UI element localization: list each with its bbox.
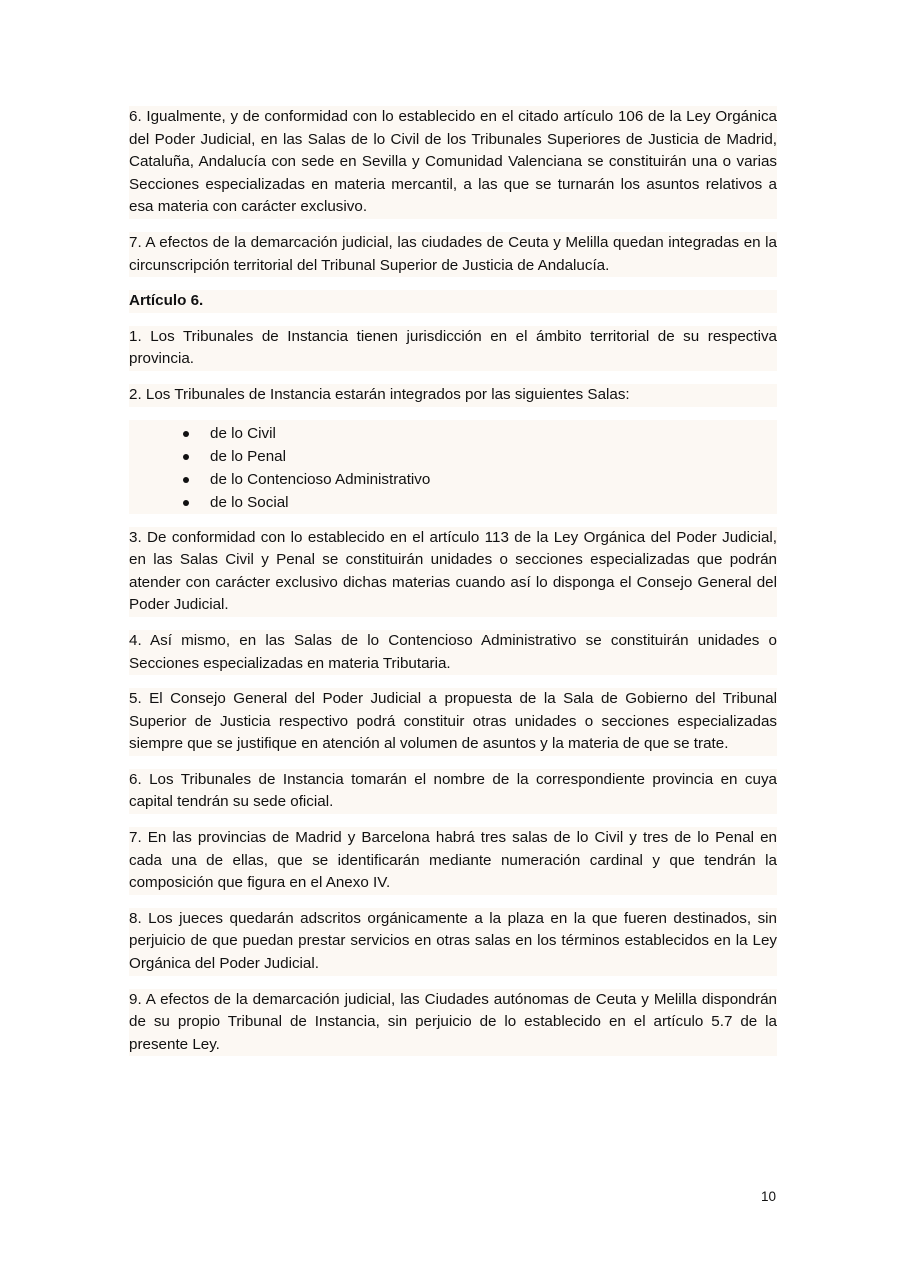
list-item (181, 422, 777, 445)
article-paragraph-4: 4. Así mismo, en las Salas de lo Contencioso Administrativo se constituirán unidades o Secciones especializadas en materia Tributaria. (129, 631, 777, 672)
paragraph-6-mercantil: 6. Igualmente, y de conformidad con lo establecido en el citado artículo 106 de la Ley Orgánica del Poder Judicial, en las Salas de lo Civil de los Tribunales Superiores de Justicia de Madrid, Cataluña, Andalucía con sede en Sevilla y Comunidad Valenciana se constituirán una o varias Secciones especializadas en materia mercantil, a las que se turnarán los asuntos relativos a esa materia con carácter exclusivo. (129, 108, 777, 216)
paragraph-block (129, 989, 777, 1057)
list-item-label: de lo Penal (210, 447, 286, 465)
paragraph-block (129, 106, 777, 219)
document-body (129, 106, 777, 1069)
paragraph-block (129, 908, 777, 976)
list-item (181, 468, 777, 491)
list-item-label: de lo Social (210, 493, 289, 511)
list-item-label: de lo Civil (210, 424, 276, 442)
paragraph-block (129, 630, 777, 675)
bullet-icon (183, 477, 189, 483)
article-paragraph-7: 7. En las provincias de Madrid y Barcelona habrá tres salas de lo Civil y tres de lo Penal en cada una de ellas, que se identificarán mediante numeración cardinal y que tendrán la composición que figura en el Anexo IV. (129, 829, 777, 892)
bullet-icon (183, 454, 189, 460)
bullet-icon (183, 500, 189, 506)
paragraph-block (129, 827, 777, 895)
page-number: 10 (760, 1189, 776, 1204)
paragraph-block (129, 769, 777, 814)
article-paragraph-6: 6. Los Tribunales de Instancia tomarán el nombre de la correspondiente provincia en cuya capital tendrán su sede oficial. (129, 770, 777, 811)
paragraph-7-ceuta-melilla: 7. A efectos de la demarcación judicial, las ciudades de Ceuta y Melilla quedan integradas en la circunscripción territorial del Tribunal Superior de Justicia de Andalucía. (129, 233, 777, 274)
article-paragraph-5: 5. El Consejo General del Poder Judicial a propuesta de la Sala de Gobierno del Tribunal Superior de Justicia respectivo podrá constituir otras unidades o secciones especializadas siempre que se justifique en atención al volumen de asuntos y la materia de que se trate. (129, 690, 777, 753)
paragraph-block (129, 688, 777, 756)
list-item (181, 491, 777, 514)
paragraph-block (129, 527, 777, 617)
bullet-icon (183, 431, 189, 437)
salas-list-block (129, 420, 777, 514)
article-paragraph-8: 8. Los jueces quedarán adscritos orgánicamente a la plaza en la que fueren destinados, sin perjuicio de que puedan prestar servicios en otras salas en los términos establecidos en la Ley Orgánica del Poder Judicial. (129, 909, 777, 973)
paragraph-block (129, 232, 777, 277)
salas-list (129, 422, 777, 514)
heading-block (129, 290, 777, 313)
article-paragraph-9: 9. A efectos de la demarcación judicial, las Ciudades autónomas de Ceuta y Melilla dispondrán de su propio Tribunal de Instancia, sin perjuicio de lo establecido en el artículo 5.7 de la presente Ley. (129, 990, 777, 1053)
paragraph-block (129, 384, 777, 407)
paragraph-block (129, 326, 777, 371)
list-item (181, 445, 777, 468)
article-paragraph-2: 2. Los Tribunales de Instancia estarán integrados por las siguientes Salas: (129, 385, 630, 403)
list-item-label: de lo Contencioso Administrativo (210, 470, 431, 488)
article-heading: Artículo 6. (129, 292, 204, 310)
article-paragraph-3: 3. De conformidad con lo establecido en el artículo 113 de la Ley Orgánica del Poder Judicial, en las Salas Civil y Penal se constituirán unidades o secciones especializadas que podrán atender con carácter exclusivo dichas materias cuando así lo disponga el Consejo General del Poder Judicial. (129, 528, 777, 614)
article-paragraph-1: 1. Los Tribunales de Instancia tienen jurisdicción en el ámbito territorial de su respectiva provincia. (129, 327, 777, 368)
